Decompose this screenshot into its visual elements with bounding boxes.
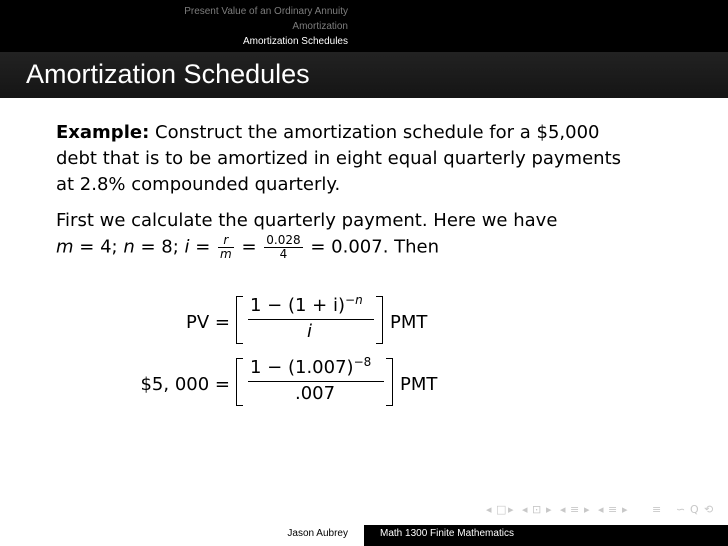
eq-text-5: = 0.007. Then [304, 236, 440, 258]
pv-equation [0, 290, 640, 350]
frac2-den: 4 [279, 247, 288, 261]
eq-text-4: = [235, 236, 263, 258]
nav-section-next-icon[interactable]: ▸ [622, 503, 628, 516]
nav-forward-icon[interactable]: ⟲ [704, 503, 714, 516]
nav-section-icon[interactable]: ≡ [608, 503, 618, 516]
left-bracket [236, 358, 243, 406]
nav-frame-icon[interactable]: □ [496, 503, 507, 516]
frac2-num: 0.028 [266, 233, 301, 247]
left-bracket [236, 296, 243, 344]
example-text-3: at 2.8% compounded quarterly. [56, 174, 341, 195]
calc-line-1: First we calculate the quarterly payment. Here we have [56, 210, 558, 231]
eq-text-1: = 4; [73, 236, 124, 258]
pv-exponent: −n [345, 293, 363, 307]
value-label: $5, 000 = [140, 374, 230, 395]
nav-frame-prev-icon[interactable]: ◂ [486, 503, 492, 516]
nav-slide-next-icon[interactable]: ▸ [546, 503, 552, 516]
calculation-paragraph [56, 208, 696, 261]
right-bracket [376, 296, 383, 344]
var-n: n [123, 236, 135, 258]
nav-slide-icon[interactable]: ⊡ [532, 503, 542, 516]
nav-slide-prev-icon[interactable]: ◂ [522, 503, 528, 516]
eq-text-3: = [189, 236, 217, 258]
pv-denominator: i [307, 321, 313, 342]
value-denominator: .007 [295, 383, 336, 404]
var-m: m [56, 236, 74, 258]
pv-numerator [250, 293, 363, 316]
footer-course: Math 1300 Finite Mathematics [380, 528, 514, 539]
fraction-bar [248, 319, 374, 320]
nav-outline-icon[interactable]: ≡ [652, 503, 662, 516]
example-text-1: Construct the amortization schedule for a $5,000 [149, 122, 600, 143]
pv-pmt: PMT [390, 312, 428, 333]
fraction-bar [248, 381, 384, 382]
fraction-r-over-m [218, 234, 234, 261]
footer [0, 525, 728, 546]
value-pmt: PMT [400, 374, 438, 395]
example-paragraph [56, 120, 696, 198]
slide-content [56, 120, 696, 271]
var-i: i [184, 236, 190, 258]
frac1-num: r [218, 234, 234, 248]
nav-frame-next-icon[interactable]: ▸ [508, 503, 514, 516]
nav-back-icon[interactable]: ∽ [676, 503, 686, 516]
title-bar [0, 52, 728, 98]
footer-left [0, 525, 364, 546]
pv-label: PV = [186, 312, 230, 333]
value-num-text: 1 − (1.007) [250, 357, 354, 378]
value-equation [0, 352, 640, 412]
value-exponent: −8 [353, 355, 372, 369]
example-text-2: debt that is to be amortized in eight equal quarterly payments [56, 148, 622, 169]
pv-num-text: 1 − (1 + i) [250, 295, 346, 316]
breadcrumb [0, 0, 364, 52]
nav-subsection[interactable]: Amortization [292, 21, 348, 32]
nav-subsection-prev-icon[interactable]: ◂ [560, 503, 566, 516]
example-label: Example: [56, 122, 150, 143]
nav-current[interactable]: Amortization Schedules [242, 36, 348, 47]
nav-section[interactable]: Present Value of an Ordinary Annuity [184, 6, 348, 17]
footer-author: Jason Aubrey [287, 528, 348, 539]
value-numerator [250, 355, 371, 378]
nav-section-prev-icon[interactable]: ◂ [598, 503, 604, 516]
nav-subsection-next-icon[interactable]: ▸ [584, 503, 590, 516]
nav-search-icon[interactable]: Q [690, 503, 699, 516]
nav-subsection-icon[interactable]: ≡ [570, 503, 580, 516]
frac1-den: m [220, 247, 232, 261]
header-bar [0, 0, 728, 52]
fraction-rate [264, 234, 302, 261]
slide-title: Amortization Schedules [26, 59, 310, 89]
eq-text-2: = 8; [134, 236, 185, 258]
right-bracket [386, 358, 393, 406]
footer-right [364, 525, 728, 546]
